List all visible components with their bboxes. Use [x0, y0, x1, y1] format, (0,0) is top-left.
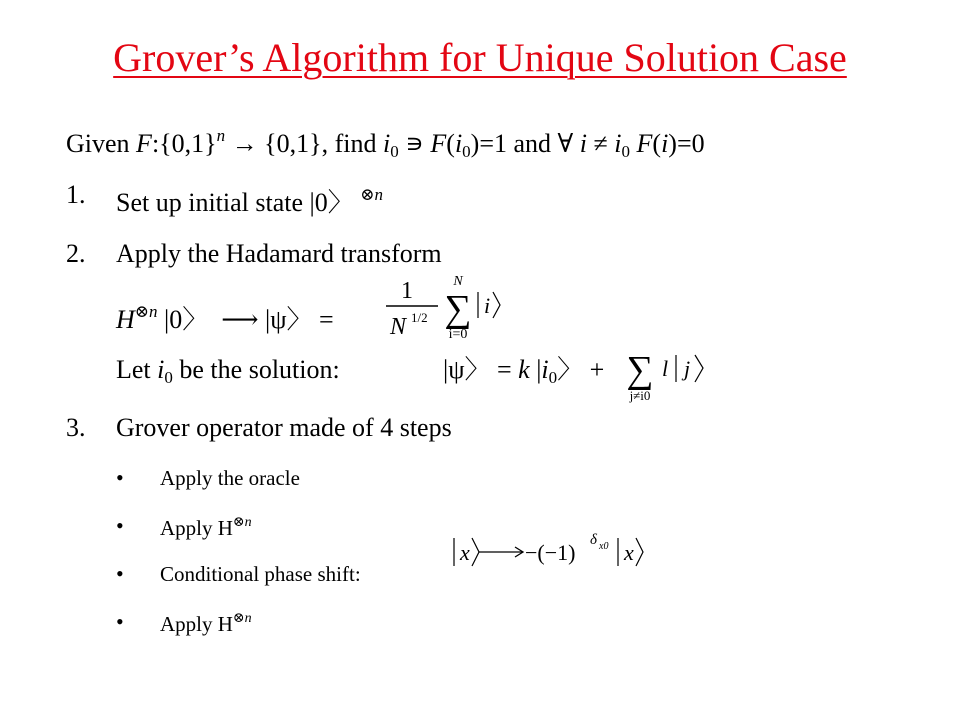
- equals-one-and: )=1 and: [470, 129, 558, 158]
- ket-j: j: [684, 356, 691, 381]
- ket-open: |: [529, 355, 542, 384]
- sum-lower-limit: j≠i0: [629, 388, 651, 403]
- index-i-2: i: [454, 129, 463, 158]
- summation-symbol: ∑: [444, 288, 472, 330]
- slide-title: Grover’s Algorithm for Unique Solution Case: [113, 35, 847, 80]
- paren-open-2: (: [652, 129, 662, 158]
- index-i: i: [541, 355, 549, 384]
- bullet-item-1: [116, 465, 300, 491]
- ket-angle: [493, 292, 500, 318]
- step-2-text: Apply the Hadamard transform: [116, 239, 442, 268]
- bullet-dot: •: [116, 609, 124, 634]
- ket-close-plus: 〉 +: [557, 355, 605, 384]
- step-number: 1.: [66, 180, 86, 209]
- bullet-item-3: [116, 561, 361, 587]
- bullet-text: [160, 610, 252, 637]
- bullet-label: Apply H: [160, 612, 233, 636]
- ket-x-2: x: [624, 540, 634, 565]
- paren-open: (: [446, 129, 455, 158]
- index-i-5: i: [661, 129, 669, 158]
- delta-subscript: x0: [599, 541, 609, 552]
- step-2: [66, 239, 86, 269]
- psi-decomposition: [443, 355, 604, 393]
- bullet-text: Apply the oracle: [160, 466, 300, 490]
- summation-symbol: ∑: [626, 349, 654, 391]
- solution-line: [116, 355, 340, 393]
- index-subscript: 0: [390, 142, 399, 161]
- problem-statement: [66, 121, 705, 167]
- forall-symbol: ∀: [557, 129, 580, 158]
- psi-equals: |ψ〉 =: [258, 305, 334, 334]
- bullet-text: Conditional phase shift:: [160, 562, 361, 586]
- index-i: i: [382, 129, 391, 158]
- psi-equals: |ψ〉 =: [443, 355, 519, 384]
- equals-zero: )=0: [668, 129, 705, 158]
- maps-to-arrow: →: [225, 129, 265, 158]
- index-i-3: i: [579, 129, 587, 158]
- bullet-dot: •: [116, 561, 124, 586]
- fraction-denominator: N: [390, 314, 407, 340]
- index-subscript: 0: [164, 368, 173, 387]
- coefficient-k: k: [518, 355, 530, 384]
- phase-shift-formula: [448, 528, 688, 578]
- step-number: 3.: [66, 413, 86, 442]
- ket-x: x: [460, 540, 470, 565]
- domain-text: :{0,1}: [151, 129, 217, 158]
- such-that-symbol: ∍: [398, 129, 431, 158]
- function-f-2: F: [430, 129, 447, 158]
- kronecker-delta: δ: [590, 532, 597, 548]
- domain-exponent: n: [216, 126, 226, 145]
- ket-zero: |0〉: [157, 305, 209, 334]
- bullet-item-2: [116, 513, 252, 540]
- tensor-power: ⊗n: [134, 302, 158, 321]
- step-number: 2.: [66, 239, 86, 268]
- sum-upper-limit: N: [453, 274, 463, 289]
- function-f-3: F: [636, 129, 653, 158]
- given-prefix: Given: [66, 129, 137, 158]
- step-3: [66, 413, 86, 443]
- minus-one-power: −(−1): [525, 540, 576, 565]
- sum-lower-limit: i=0: [448, 327, 468, 342]
- index-subscript-3: 0: [621, 142, 630, 161]
- solution-text: be the solution:: [172, 355, 340, 384]
- coefficient-l: l: [662, 356, 669, 381]
- bullet-dot: •: [116, 513, 124, 538]
- ket-angle: [472, 538, 479, 566]
- ket-i: i: [484, 293, 491, 318]
- index-subscript: 0: [548, 368, 558, 387]
- index-subscript-2: 0: [462, 142, 471, 161]
- step-1-label: Set up initial state |0〉: [116, 188, 354, 217]
- not-equal-symbol: ≠: [586, 129, 615, 158]
- step-1-text: [116, 180, 383, 218]
- ket-angle: [695, 355, 703, 382]
- index-i-4: i: [614, 129, 622, 158]
- bullet-text: [160, 514, 252, 541]
- tensor-power: ⊗n: [232, 515, 252, 530]
- index-i: i: [157, 355, 165, 384]
- ket-angle-2: [636, 538, 643, 566]
- function-f: F: [136, 129, 152, 158]
- sum-over-j-formula: [620, 342, 730, 406]
- long-arrow: ⟶: [221, 305, 259, 334]
- step-1: [66, 180, 86, 210]
- bullet-item-4: [116, 609, 252, 636]
- hadamard-equation: [116, 297, 334, 335]
- fraction-numerator: 1: [401, 278, 413, 304]
- denominator-exponent: 1/2: [411, 310, 428, 325]
- let-word: Let: [116, 355, 158, 384]
- hadamard-symbol: H: [116, 305, 135, 334]
- step-3-text: Grover operator made of 4 steps: [116, 413, 452, 442]
- tensor-power: ⊗n: [360, 185, 383, 204]
- bullet-label: Apply H: [160, 516, 233, 540]
- tensor-power: ⊗n: [232, 611, 252, 626]
- codomain-text: {0,1}, find: [264, 129, 383, 158]
- hadamard-sum-formula: [380, 266, 510, 346]
- bullet-dot: •: [116, 465, 124, 490]
